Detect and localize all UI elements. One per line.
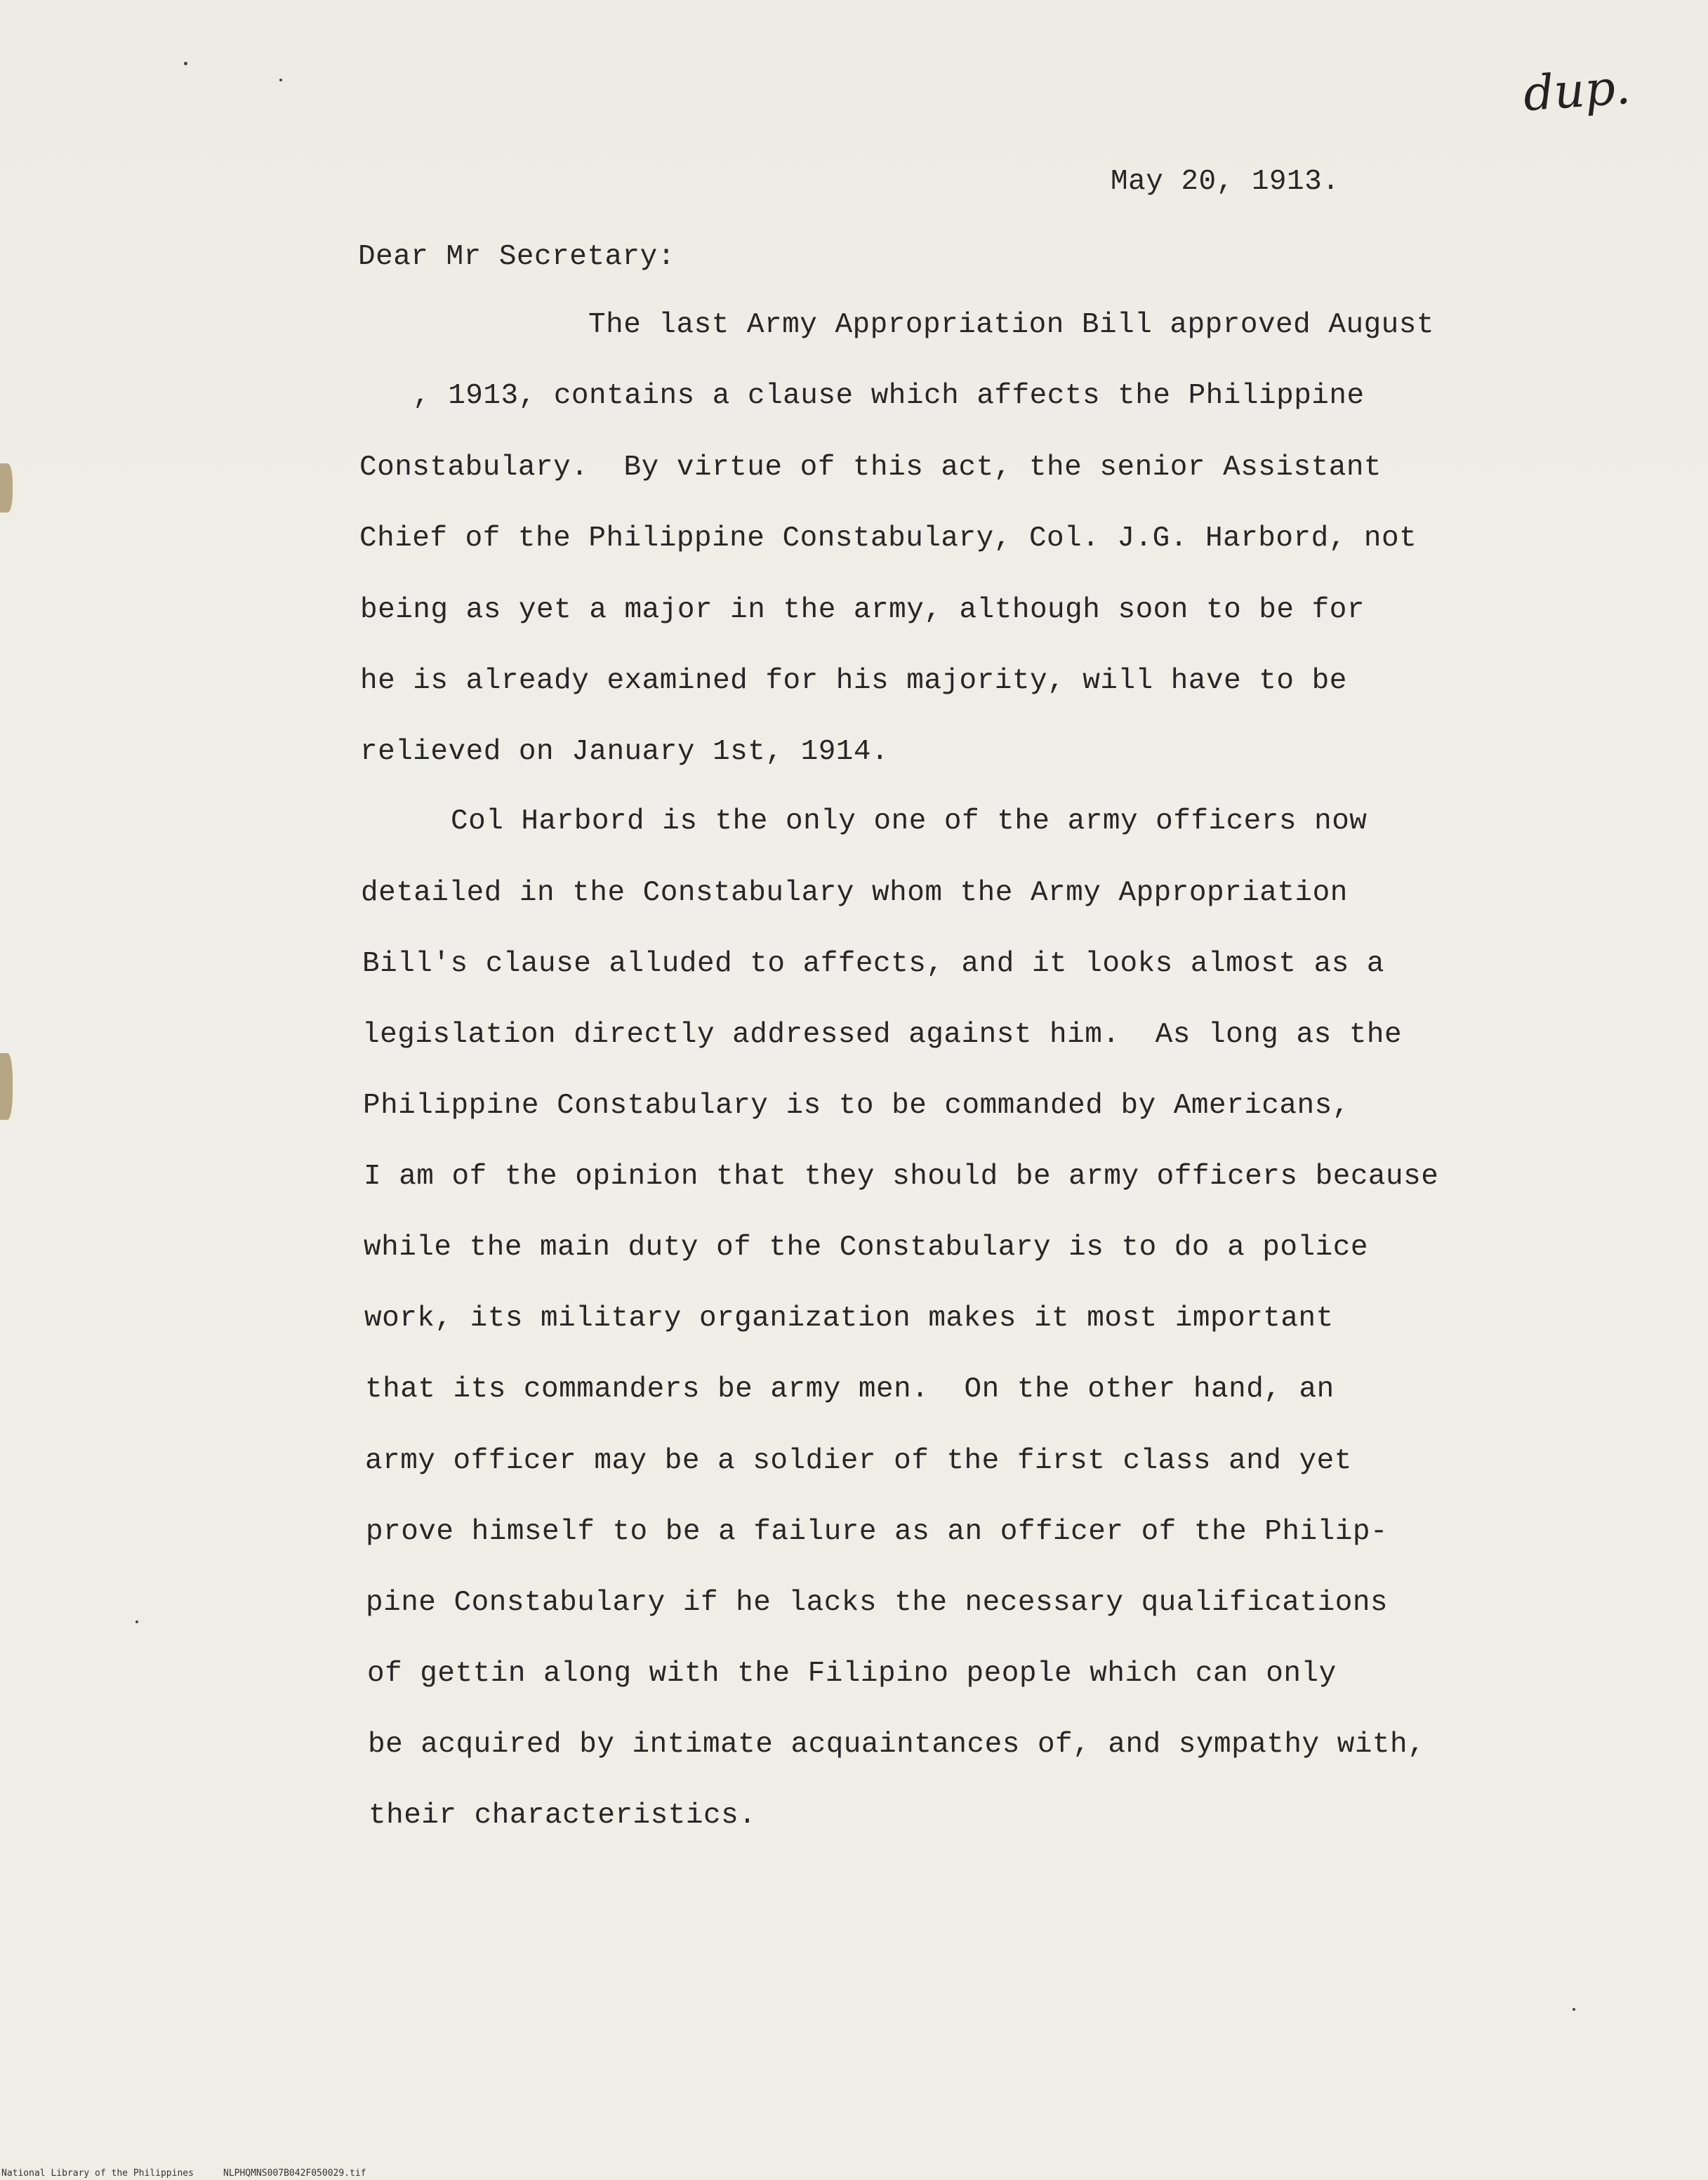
- paragraph-2-line: Bill's clause alluded to affects, and it looks almost as a: [362, 948, 1385, 980]
- paper-edge-stain: [0, 1053, 13, 1120]
- paragraph-2-line: pine Constabulary if he lacks the necessary qualifications: [366, 1587, 1389, 1619]
- paragraph-1-line: relieved on January 1st, 1914.: [360, 736, 889, 768]
- handwritten-annotation: dup.: [1521, 59, 1633, 123]
- paragraph-2-line: while the main duty of the Constabulary is to do a police: [364, 1231, 1368, 1264]
- paper-speck: [184, 62, 187, 65]
- paragraph-1-line: Chief of the Philippine Constabulary, Col. J.G. Harbord, not: [359, 522, 1417, 555]
- letter-salutation: Dear Mr Secretary:: [358, 241, 675, 273]
- paper-speck: [135, 1620, 138, 1623]
- paragraph-2-line: I am of the opinion that they should be army officers because: [364, 1161, 1439, 1193]
- paragraph-2-line: their characteristics.: [369, 1799, 757, 1832]
- paper-edge-stain: [0, 463, 13, 513]
- paragraph-2-line: legislation directly addressed against him. As long as the: [362, 1019, 1403, 1051]
- paragraph-1-line: The last Army Appropriation Bill approved August: [588, 309, 1434, 341]
- paper-speck: [279, 79, 282, 81]
- paragraph-2-line: detailed in the Constabulary whom the Army Appropriation: [361, 877, 1348, 909]
- footer-file-id: NLPHQMNS007B042F050029.tif: [223, 2168, 366, 2179]
- paragraph-2-line: work, its military organization makes it most important: [364, 1302, 1334, 1335]
- paper-speck: [1573, 2008, 1575, 2011]
- paragraph-1-line: he is already examined for his majority, will have to be: [360, 665, 1347, 697]
- footer-source: National Library of the Philippines: [1, 2168, 194, 2179]
- paragraph-2-line: Philippine Constabulary is to be commanded by Americans,: [363, 1090, 1350, 1122]
- paragraph-2-line: of gettin along with the Filipino people which can only: [367, 1658, 1337, 1690]
- paragraph-1-line: , 1913, contains a clause which affects the Philippine: [413, 380, 1365, 412]
- paragraph-2-line: that its commanders be army men. On the other hand, an: [365, 1373, 1335, 1406]
- paragraph-1-line: being as yet a major in the army, although soon to be for: [360, 594, 1365, 626]
- paragraph-2-line: army officer may be a soldier of the first class and yet: [365, 1445, 1352, 1477]
- paragraph-2-line: Col Harbord is the only one of the army officers now: [451, 805, 1368, 838]
- paragraph-2-line: be acquired by intimate acquaintances of, and sympathy with,: [368, 1729, 1426, 1761]
- paragraph-2-line: prove himself to be a failure as an officer of the Philip-: [366, 1516, 1389, 1548]
- letter-date: May 20, 1913.: [1111, 166, 1340, 198]
- paragraph-1-line: Constabulary. By virtue of this act, the senior Assistant: [359, 451, 1382, 484]
